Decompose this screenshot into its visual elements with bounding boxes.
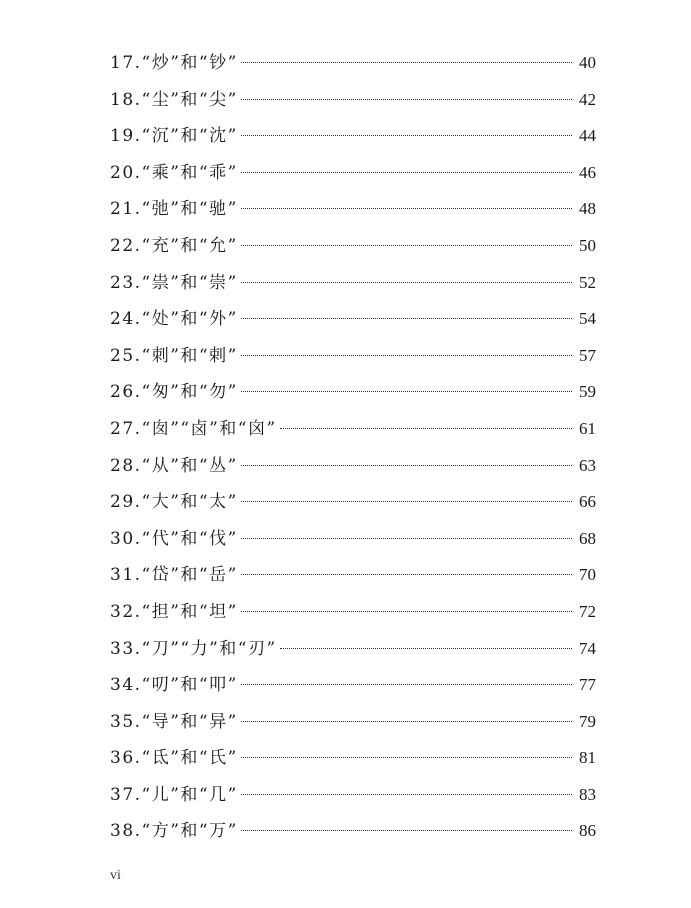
toc-entry[interactable] [110,521,596,558]
toc-entry-title: 24.“处”和“外” [110,309,238,330]
toc-entry[interactable] [110,594,596,631]
toc-entry-page: 72 [579,601,596,621]
toc-entry-page: 57 [579,345,596,365]
toc-entry-page: 46 [579,162,596,182]
toc-entry[interactable] [110,631,596,668]
toc-entry-page: 70 [579,565,596,585]
toc-entry-title: 19.“沉”和“沈” [110,126,238,147]
toc-entry-page: 74 [579,638,596,658]
toc-entry-page: 54 [579,309,596,329]
toc-entry-page: 44 [579,126,596,146]
toc-entry[interactable] [110,45,596,82]
dot-leader [241,684,572,685]
dot-leader [241,721,572,722]
dot-leader [241,135,572,136]
dot-leader [241,318,572,319]
toc-entry-page: 42 [579,89,596,109]
toc-entry-page: 77 [579,675,596,695]
dot-leader [241,574,572,575]
toc-entry-title: 26.“匆”和“勿” [110,382,238,403]
toc-entry[interactable] [110,265,596,302]
toc-entry-title: 31.“岱”和“岳” [110,565,238,586]
dot-leader [241,391,572,392]
dot-leader [241,355,572,356]
toc-entry-title: 35.“导”和“异” [110,711,238,732]
dot-leader [280,648,572,649]
toc-entry-page: 68 [579,528,596,548]
toc-entry-title: 37.“儿”和“几” [110,784,238,805]
table-of-contents [110,45,596,850]
toc-entry-title: 22.“充”和“允” [110,235,238,256]
toc-entry-title: 28.“从”和“丛” [110,455,238,476]
toc-entry-title: 23.“祟”和“崇” [110,272,238,293]
toc-entry[interactable] [110,448,596,485]
toc-entry-page: 61 [579,418,596,438]
dot-leader [241,757,572,758]
dot-leader [241,830,572,831]
toc-entry-title: 34.“叨”和“叩” [110,675,238,696]
toc-entry[interactable] [110,118,596,155]
toc-entry-page: 40 [579,53,596,72]
toc-entry[interactable] [110,813,596,850]
toc-entry-page: 81 [579,748,596,768]
dot-leader [241,501,572,502]
toc-entry-title: 18.“尘”和“尖” [110,89,238,110]
toc-entry-title: 27.“囱”“卤”和“囟” [110,418,277,439]
toc-entry[interactable] [110,155,596,192]
toc-entry[interactable] [110,667,596,704]
toc-entry[interactable] [110,484,596,521]
toc-entry[interactable] [110,191,596,228]
toc-entry-title: 32.“担”和“坦” [110,601,238,622]
toc-entry[interactable] [110,301,596,338]
toc-entry[interactable] [110,740,596,777]
dot-leader [241,172,572,173]
dot-leader [241,99,572,100]
toc-entry[interactable] [110,557,596,594]
dot-leader [241,538,572,539]
toc-entry[interactable] [110,82,596,119]
toc-entry-page: 83 [579,784,596,804]
dot-leader [241,62,572,63]
toc-entry[interactable] [110,777,596,814]
toc-entry-page: 63 [579,455,596,475]
toc-entry-page: 86 [579,821,596,841]
toc-entry-page: 52 [579,272,596,292]
toc-entry-title: 33.“刀”“力”和“刃” [110,638,277,659]
dot-leader [241,465,572,466]
toc-entry[interactable] [110,338,596,375]
toc-entry-page: 48 [579,199,596,219]
toc-entry-title: 21.“弛”和“驰” [110,199,238,220]
toc-entry-title: 20.“乘”和“乖” [110,162,238,183]
toc-entry-title: 25.“刺”和“剌” [110,345,238,366]
dot-leader [280,428,572,429]
toc-entry-page: 66 [579,492,596,512]
toc-entry-page: 59 [579,382,596,402]
dot-leader [241,282,572,283]
page-folio: vi [110,868,121,883]
toc-entry-title: 30.“代”和“伐” [110,528,238,549]
dot-leader [241,245,572,246]
toc-entry-page: 50 [579,235,596,255]
dot-leader [241,794,572,795]
toc-entry[interactable] [110,228,596,265]
toc-entry-title: 38.“方”和“万” [110,821,238,842]
toc-entry-page: 79 [579,711,596,731]
dot-leader [241,611,572,612]
toc-entry[interactable] [110,704,596,741]
toc-entry-title: 17.“炒”和“钞” [110,53,238,73]
toc-entry-title: 36.“氐”和“氏” [110,748,238,769]
toc-entry-title: 29.“大”和“太” [110,492,238,513]
toc-entry[interactable] [110,411,596,448]
dot-leader [241,208,572,209]
toc-entry[interactable] [110,374,596,411]
